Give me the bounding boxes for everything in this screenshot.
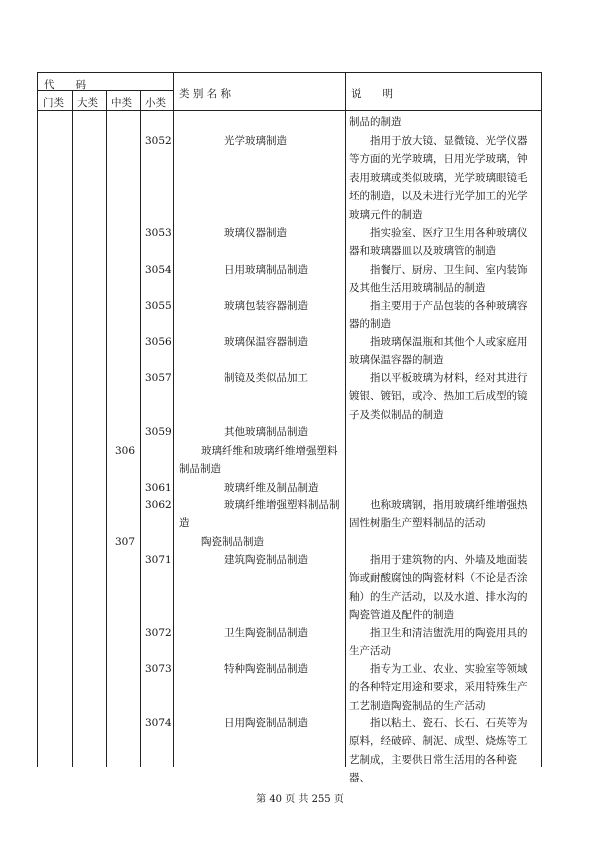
row-0-desc: 制品的制造	[349, 116, 402, 128]
row-11-name: 陶瓷制品制造	[201, 536, 264, 548]
row-3-name: 日用玻璃制品制造	[224, 264, 308, 276]
row-3-desc: 指餐厅、厨房、卫生间、室内装饰及其他生活用玻璃制品的制造	[349, 264, 528, 295]
row-8-name: 玻璃纤维和玻璃纤维增强塑料制品制造	[179, 445, 338, 476]
row-3-code: 3054	[145, 264, 172, 276]
table-frame	[37, 72, 542, 785]
col-divider-zhonglei	[106, 90, 107, 767]
row-15-code: 3074	[145, 717, 172, 729]
row-10-name: 玻璃纤维增强塑料制品制造	[179, 499, 340, 530]
header-category-name: 类 别 名 称	[179, 88, 232, 100]
row-4-name: 玻璃包装容器制造	[224, 300, 308, 312]
header-xiaolei: 小类	[145, 97, 166, 109]
header-zhonglei: 中类	[111, 97, 132, 109]
row-7-name: 其他玻璃制品制造	[224, 426, 308, 438]
row-1-name: 光学玻璃制造	[224, 135, 287, 147]
header-menlei: 门类	[43, 97, 64, 109]
header-description: 说 明	[351, 88, 393, 100]
row-1-desc: 指用于放大镜、显微镜、光学仪器等方面的光学玻璃，日用光学玻璃，钟表用玻璃或类似玻璃，光学玻璃眼镜毛坯的制造，以及未进行光学加工的光学玻璃元件的制造	[349, 135, 528, 221]
header-bottom-line	[38, 110, 541, 111]
row-6-desc: 指以平板玻璃为材料，经对其进行镀银、镀铝，或冷、热加工后成型的镜子及类似制品的制造	[349, 372, 528, 421]
row-10-desc: 也称玻璃钢，指用玻璃纤维增强热固性树脂生产塑料制品的活动	[349, 499, 528, 530]
row-8-code: 306	[115, 445, 136, 457]
row-14-code: 3073	[145, 663, 172, 675]
row-4-code: 3055	[145, 300, 172, 312]
row-7-code: 3059	[145, 426, 172, 438]
page-footer: 第 40 页 共 255 页	[256, 794, 344, 805]
row-5-code: 3056	[145, 336, 172, 348]
row-9-code: 3061	[145, 482, 172, 494]
row-6-code: 3057	[145, 372, 172, 384]
col-divider-name	[173, 73, 174, 767]
row-11-code: 307	[115, 536, 136, 548]
col-divider-dalei	[72, 90, 73, 767]
row-14-desc: 指专为工业、农业、实验室等领域的各种特定用途和要求，采用特殊生产工艺制造陶瓷制品的生产活动	[349, 663, 528, 712]
row-15-name: 日用陶瓷制品制造	[224, 717, 308, 729]
row-13-desc: 指卫生和清洁盥洗用的陶瓷用具的生产活动	[349, 627, 528, 658]
row-4-desc: 指主要用于产品包装的各种玻璃容器的制造	[349, 300, 528, 331]
header-code-group: 代 码	[44, 79, 86, 91]
row-15-desc: 指以粘土、瓷石、长石、石英等为原料，经破碎、制泥、成型、烧炼等工艺制成，主要供日常生活用的各种瓷器、	[349, 717, 528, 785]
row-2-code: 3053	[145, 227, 172, 239]
row-10-code: 3062	[145, 499, 172, 511]
col-divider-xiaolei	[140, 90, 141, 767]
row-13-name: 卫生陶瓷制品制造	[224, 627, 308, 639]
row-5-name: 玻璃保温容器制造	[224, 336, 308, 348]
col-divider-desc	[345, 73, 346, 767]
header-dalei: 大类	[77, 97, 98, 109]
row-6-name: 制镜及类似品加工	[224, 372, 308, 384]
row-9-name: 玻璃纤维及制品制造	[224, 482, 319, 494]
row-5-desc: 指玻璃保温瓶和其他个人或家庭用玻璃保温容器的制造	[349, 336, 528, 367]
row-14-name: 特种陶瓷制品制造	[224, 663, 308, 675]
row-2-desc: 指实验室、医疗卫生用各种玻璃仪器和玻璃器皿以及玻璃管的制造	[349, 227, 528, 258]
row-12-code: 3071	[145, 554, 172, 566]
row-12-name: 建筑陶瓷制品制造	[224, 554, 308, 566]
row-12-desc: 指用于建筑物的内、外墙及地面装饰或耐酸腐蚀的陶瓷材料（不论是否涂釉）的生产活动，以及水道、排水沟的陶瓷管道及配件的制造	[349, 554, 528, 622]
row-13-code: 3072	[145, 627, 172, 639]
row-1-code: 3052	[145, 135, 172, 147]
row-2-name: 玻璃仪器制造	[224, 227, 287, 239]
